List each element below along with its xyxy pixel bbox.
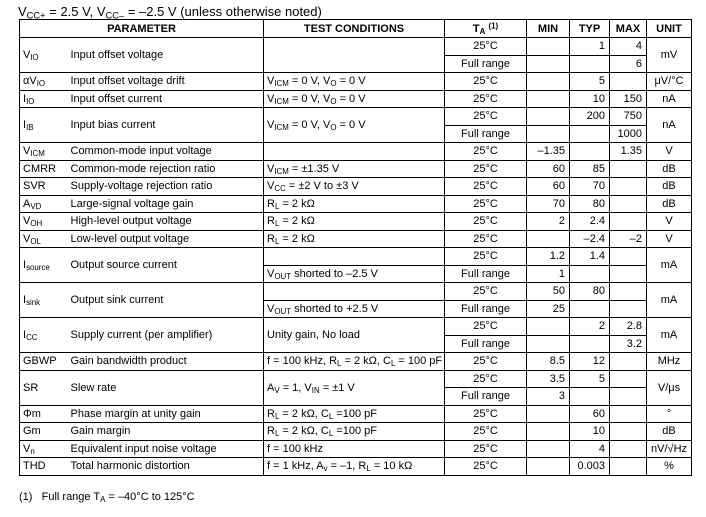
test-condition: Unity gain, No load: [264, 318, 445, 353]
test-condition: $V_{ICM} = 0$ V, $V_O = 0$ V: [264, 73, 445, 91]
test-condition: [264, 283, 445, 301]
test-condition: [264, 248, 445, 266]
typ-value: 200: [570, 108, 610, 126]
min-value: 1: [527, 265, 570, 283]
test-condition: [264, 143, 445, 161]
min-value: 8.5: [527, 353, 570, 371]
description: Supply current (per amplifier): [68, 318, 264, 353]
typ-value: 2.4: [570, 213, 610, 231]
min-value: 60: [527, 160, 570, 178]
min-value: 3: [527, 388, 570, 406]
unit-value: dB: [647, 423, 692, 441]
max-value: 3.2: [610, 335, 647, 353]
unit-value: dB: [647, 160, 692, 178]
description: Common-mode rejection ratio: [68, 160, 264, 178]
unit-value: mA: [647, 318, 692, 353]
test-condition: f = 1 kHz, $A_v = -1$, $R_L = 10$ kΩ: [264, 458, 445, 476]
symbol: $I_{IO}$: [20, 90, 68, 108]
max-value: 150: [610, 90, 647, 108]
max-value: [610, 405, 647, 423]
symbol: $I_{CC}$: [20, 318, 68, 353]
max-value: [610, 178, 647, 196]
ta-value: 25°C: [445, 108, 527, 126]
header-max: MAX: [610, 20, 647, 38]
typ-value: 4: [570, 440, 610, 458]
table-row: [20, 213, 692, 231]
table-row: [20, 195, 692, 213]
max-value: [610, 423, 647, 441]
description: Equivalent input noise voltage: [68, 440, 264, 458]
description: High-level output voltage: [68, 213, 264, 231]
symbol: $V_{ICM}$: [20, 143, 68, 161]
unit-value: MHz: [647, 353, 692, 371]
test-condition: $R_L = 2$ kΩ, $C_L =100$ pF: [264, 405, 445, 423]
symbol: $A_{VD}$: [20, 195, 68, 213]
symbol: SVR: [20, 178, 68, 196]
max-value: 1.35: [610, 143, 647, 161]
min-value: 3.5: [527, 370, 570, 388]
max-value: 750: [610, 108, 647, 126]
max-value: [610, 458, 647, 476]
min-value: [527, 335, 570, 353]
unit-value: dB: [647, 178, 692, 196]
unit-value: dB: [647, 195, 692, 213]
max-value: [610, 388, 647, 406]
ta-value: 25°C: [445, 405, 527, 423]
test-condition: $V_{OUT}$ shorted to –2.5 V: [264, 265, 445, 283]
min-value: [527, 423, 570, 441]
description: Input bias current: [68, 108, 264, 143]
unit-value: nV/√Hz: [647, 440, 692, 458]
ta-value: 25°C: [445, 230, 527, 248]
typ-value: 5: [570, 73, 610, 91]
symbol: GBWP: [20, 353, 68, 371]
symbol: Φm: [20, 405, 68, 423]
ta-value: 25°C: [445, 440, 527, 458]
ta-value: 25°C: [445, 353, 527, 371]
table-row: [20, 160, 692, 178]
typ-value: [570, 143, 610, 161]
min-value: –1.35: [527, 143, 570, 161]
typ-value: 12: [570, 353, 610, 371]
min-value: [527, 440, 570, 458]
symbol: Gm: [20, 423, 68, 441]
typ-value: 70: [570, 178, 610, 196]
table-row: [20, 73, 692, 91]
typ-value: 1: [570, 38, 610, 56]
test-condition: $R_L = 2$ kΩ: [264, 230, 445, 248]
max-value: 1000: [610, 125, 647, 143]
test-condition: $V_{OUT}$ shorted to +2.5 V: [264, 300, 445, 318]
symbol: $V_{IO}$: [20, 38, 68, 73]
supply-conditions: $V_{CC+} = 2.5$ V, $V_{CC-} = -2.5$ V (unless otherwise noted): [18, 4, 322, 21]
min-value: [527, 458, 570, 476]
ta-value: 25°C: [445, 38, 527, 56]
description: Phase margin at unity gain: [68, 405, 264, 423]
footnote: (1) Full range $T_A = -40^\circ C$ to 125°C: [19, 491, 195, 504]
header-min: MIN: [527, 20, 570, 38]
table-row: [20, 143, 692, 161]
min-value: [527, 405, 570, 423]
symbol: $I_{source}$: [20, 248, 68, 283]
description: Slew rate: [68, 370, 264, 405]
typ-value: 80: [570, 283, 610, 301]
ta-value: 25°C: [445, 143, 527, 161]
unit-value: V: [647, 213, 692, 231]
ta-value: Full range: [445, 125, 527, 143]
table-row: [20, 108, 692, 126]
min-value: 60: [527, 178, 570, 196]
test-condition: $R_L = 2$ kΩ: [264, 213, 445, 231]
max-value: 4: [610, 38, 647, 56]
header-row: [20, 20, 692, 38]
test-condition: f = 100 kHz: [264, 440, 445, 458]
typ-value: [570, 388, 610, 406]
header-ta: $T_A$ $^{(1)}$: [445, 20, 527, 38]
unit-value: V: [647, 230, 692, 248]
table-row: [20, 90, 692, 108]
test-condition: $V_{ICM} = 0$ V, $V_O = 0$ V: [264, 108, 445, 143]
min-value: 2: [527, 213, 570, 231]
max-value: [610, 213, 647, 231]
min-value: [527, 73, 570, 91]
ta-value: 25°C: [445, 248, 527, 266]
ta-value: 25°C: [445, 370, 527, 388]
typ-value: 1.4: [570, 248, 610, 266]
min-value: [527, 38, 570, 56]
table-row: [20, 318, 692, 336]
header-parameter: PARAMETER: [20, 20, 264, 38]
typ-value: [570, 335, 610, 353]
table-row: [20, 38, 692, 56]
electrical-characteristics-table: [19, 19, 692, 476]
max-value: [610, 440, 647, 458]
max-value: –2: [610, 230, 647, 248]
max-value: [610, 300, 647, 318]
test-condition: [264, 38, 445, 73]
min-value: 50: [527, 283, 570, 301]
symbol: SR: [20, 370, 68, 405]
typ-value: 85: [570, 160, 610, 178]
max-value: [610, 353, 647, 371]
max-value: [610, 248, 647, 266]
ta-value: 25°C: [445, 90, 527, 108]
ta-value: 25°C: [445, 458, 527, 476]
table-row: [20, 370, 692, 388]
description: Low-level output voltage: [68, 230, 264, 248]
typ-value: 80: [570, 195, 610, 213]
unit-value: V: [647, 143, 692, 161]
description: Total harmonic distortion: [68, 458, 264, 476]
test-condition: $V_{ICM} = \pm 1.35$ V: [264, 160, 445, 178]
ta-value: 25°C: [445, 423, 527, 441]
unit-value: nA: [647, 108, 692, 143]
test-condition: $R_L = 2$ kΩ, $C_L =100$ pF: [264, 423, 445, 441]
symbol: CMRR: [20, 160, 68, 178]
description: Gain margin: [68, 423, 264, 441]
ta-value: 25°C: [445, 73, 527, 91]
typ-value: 0.003: [570, 458, 610, 476]
ta-value: Full range: [445, 55, 527, 73]
ta-value: 25°C: [445, 283, 527, 301]
unit-value: mV: [647, 38, 692, 73]
typ-value: 5: [570, 370, 610, 388]
ta-value: 25°C: [445, 195, 527, 213]
typ-value: 10: [570, 90, 610, 108]
table-row: [20, 178, 692, 196]
table-row: [20, 405, 692, 423]
test-condition: $V_{ICM} = 0$ V, $V_O = 0$ V: [264, 90, 445, 108]
table-row: [20, 230, 692, 248]
table-row: [20, 283, 692, 301]
test-condition: $R_L = 2$ kΩ: [264, 195, 445, 213]
typ-value: [570, 265, 610, 283]
ta-value: 25°C: [445, 178, 527, 196]
ta-value: Full range: [445, 388, 527, 406]
description: Output source current: [68, 248, 264, 283]
table-row: [20, 248, 692, 266]
ta-value: Full range: [445, 265, 527, 283]
header-test-conditions: TEST CONDITIONS: [264, 20, 445, 38]
test-condition: $A_V = 1$, $V_{IN} = \pm 1$ V: [264, 370, 445, 405]
table-row: [20, 423, 692, 441]
ta-value: Full range: [445, 300, 527, 318]
symbol: $V_{OH}$: [20, 213, 68, 231]
unit-value: mA: [647, 248, 692, 283]
min-value: [527, 230, 570, 248]
unit-value: μV/°C: [647, 73, 692, 91]
min-value: 1.2: [527, 248, 570, 266]
max-value: 6: [610, 55, 647, 73]
typ-value: [570, 55, 610, 73]
test-condition: $V_{CC} = \pm 2$ V to ±3 V: [264, 178, 445, 196]
table-row: [20, 353, 692, 371]
unit-value: nA: [647, 90, 692, 108]
max-value: 2.8: [610, 318, 647, 336]
min-value: 25: [527, 300, 570, 318]
description: Supply-voltage rejection ratio: [68, 178, 264, 196]
symbol: THD: [20, 458, 68, 476]
description: Input offset current: [68, 90, 264, 108]
max-value: [610, 73, 647, 91]
ta-value: 25°C: [445, 213, 527, 231]
header-unit: UNIT: [647, 20, 692, 38]
min-value: 70: [527, 195, 570, 213]
min-value: [527, 318, 570, 336]
header-typ: TYP: [570, 20, 610, 38]
typ-value: 60: [570, 405, 610, 423]
unit-value: %: [647, 458, 692, 476]
table-row: [20, 458, 692, 476]
description: Gain bandwidth product: [68, 353, 264, 371]
symbol: $I_{IB}$: [20, 108, 68, 143]
min-value: [527, 55, 570, 73]
ta-value: Full range: [445, 335, 527, 353]
ta-value: 25°C: [445, 160, 527, 178]
typ-value: –2.4: [570, 230, 610, 248]
typ-value: [570, 300, 610, 318]
max-value: [610, 160, 647, 178]
ta-value: 25°C: [445, 318, 527, 336]
unit-value: °: [647, 405, 692, 423]
table-row: [20, 440, 692, 458]
max-value: [610, 283, 647, 301]
min-value: [527, 125, 570, 143]
typ-value: 10: [570, 423, 610, 441]
max-value: [610, 265, 647, 283]
typ-value: [570, 125, 610, 143]
unit-value: mA: [647, 283, 692, 318]
symbol: $V_{OL}$: [20, 230, 68, 248]
description: Large-signal voltage gain: [68, 195, 264, 213]
unit-value: V/μs: [647, 370, 692, 405]
description: Input offset voltage: [68, 38, 264, 73]
min-value: [527, 108, 570, 126]
description: Input offset voltage drift: [68, 73, 264, 91]
symbol: $\alpha V_{IO}$: [20, 73, 68, 91]
max-value: [610, 370, 647, 388]
typ-value: 2: [570, 318, 610, 336]
symbol: $I_{sink}$: [20, 283, 68, 318]
description: Output sink current: [68, 283, 264, 318]
test-condition: f = 100 kHz, $R_L = 2$ kΩ, $C_L = 100$ pF: [264, 353, 445, 371]
description: Common-mode input voltage: [68, 143, 264, 161]
min-value: [527, 90, 570, 108]
symbol: $V_n$: [20, 440, 68, 458]
max-value: [610, 195, 647, 213]
